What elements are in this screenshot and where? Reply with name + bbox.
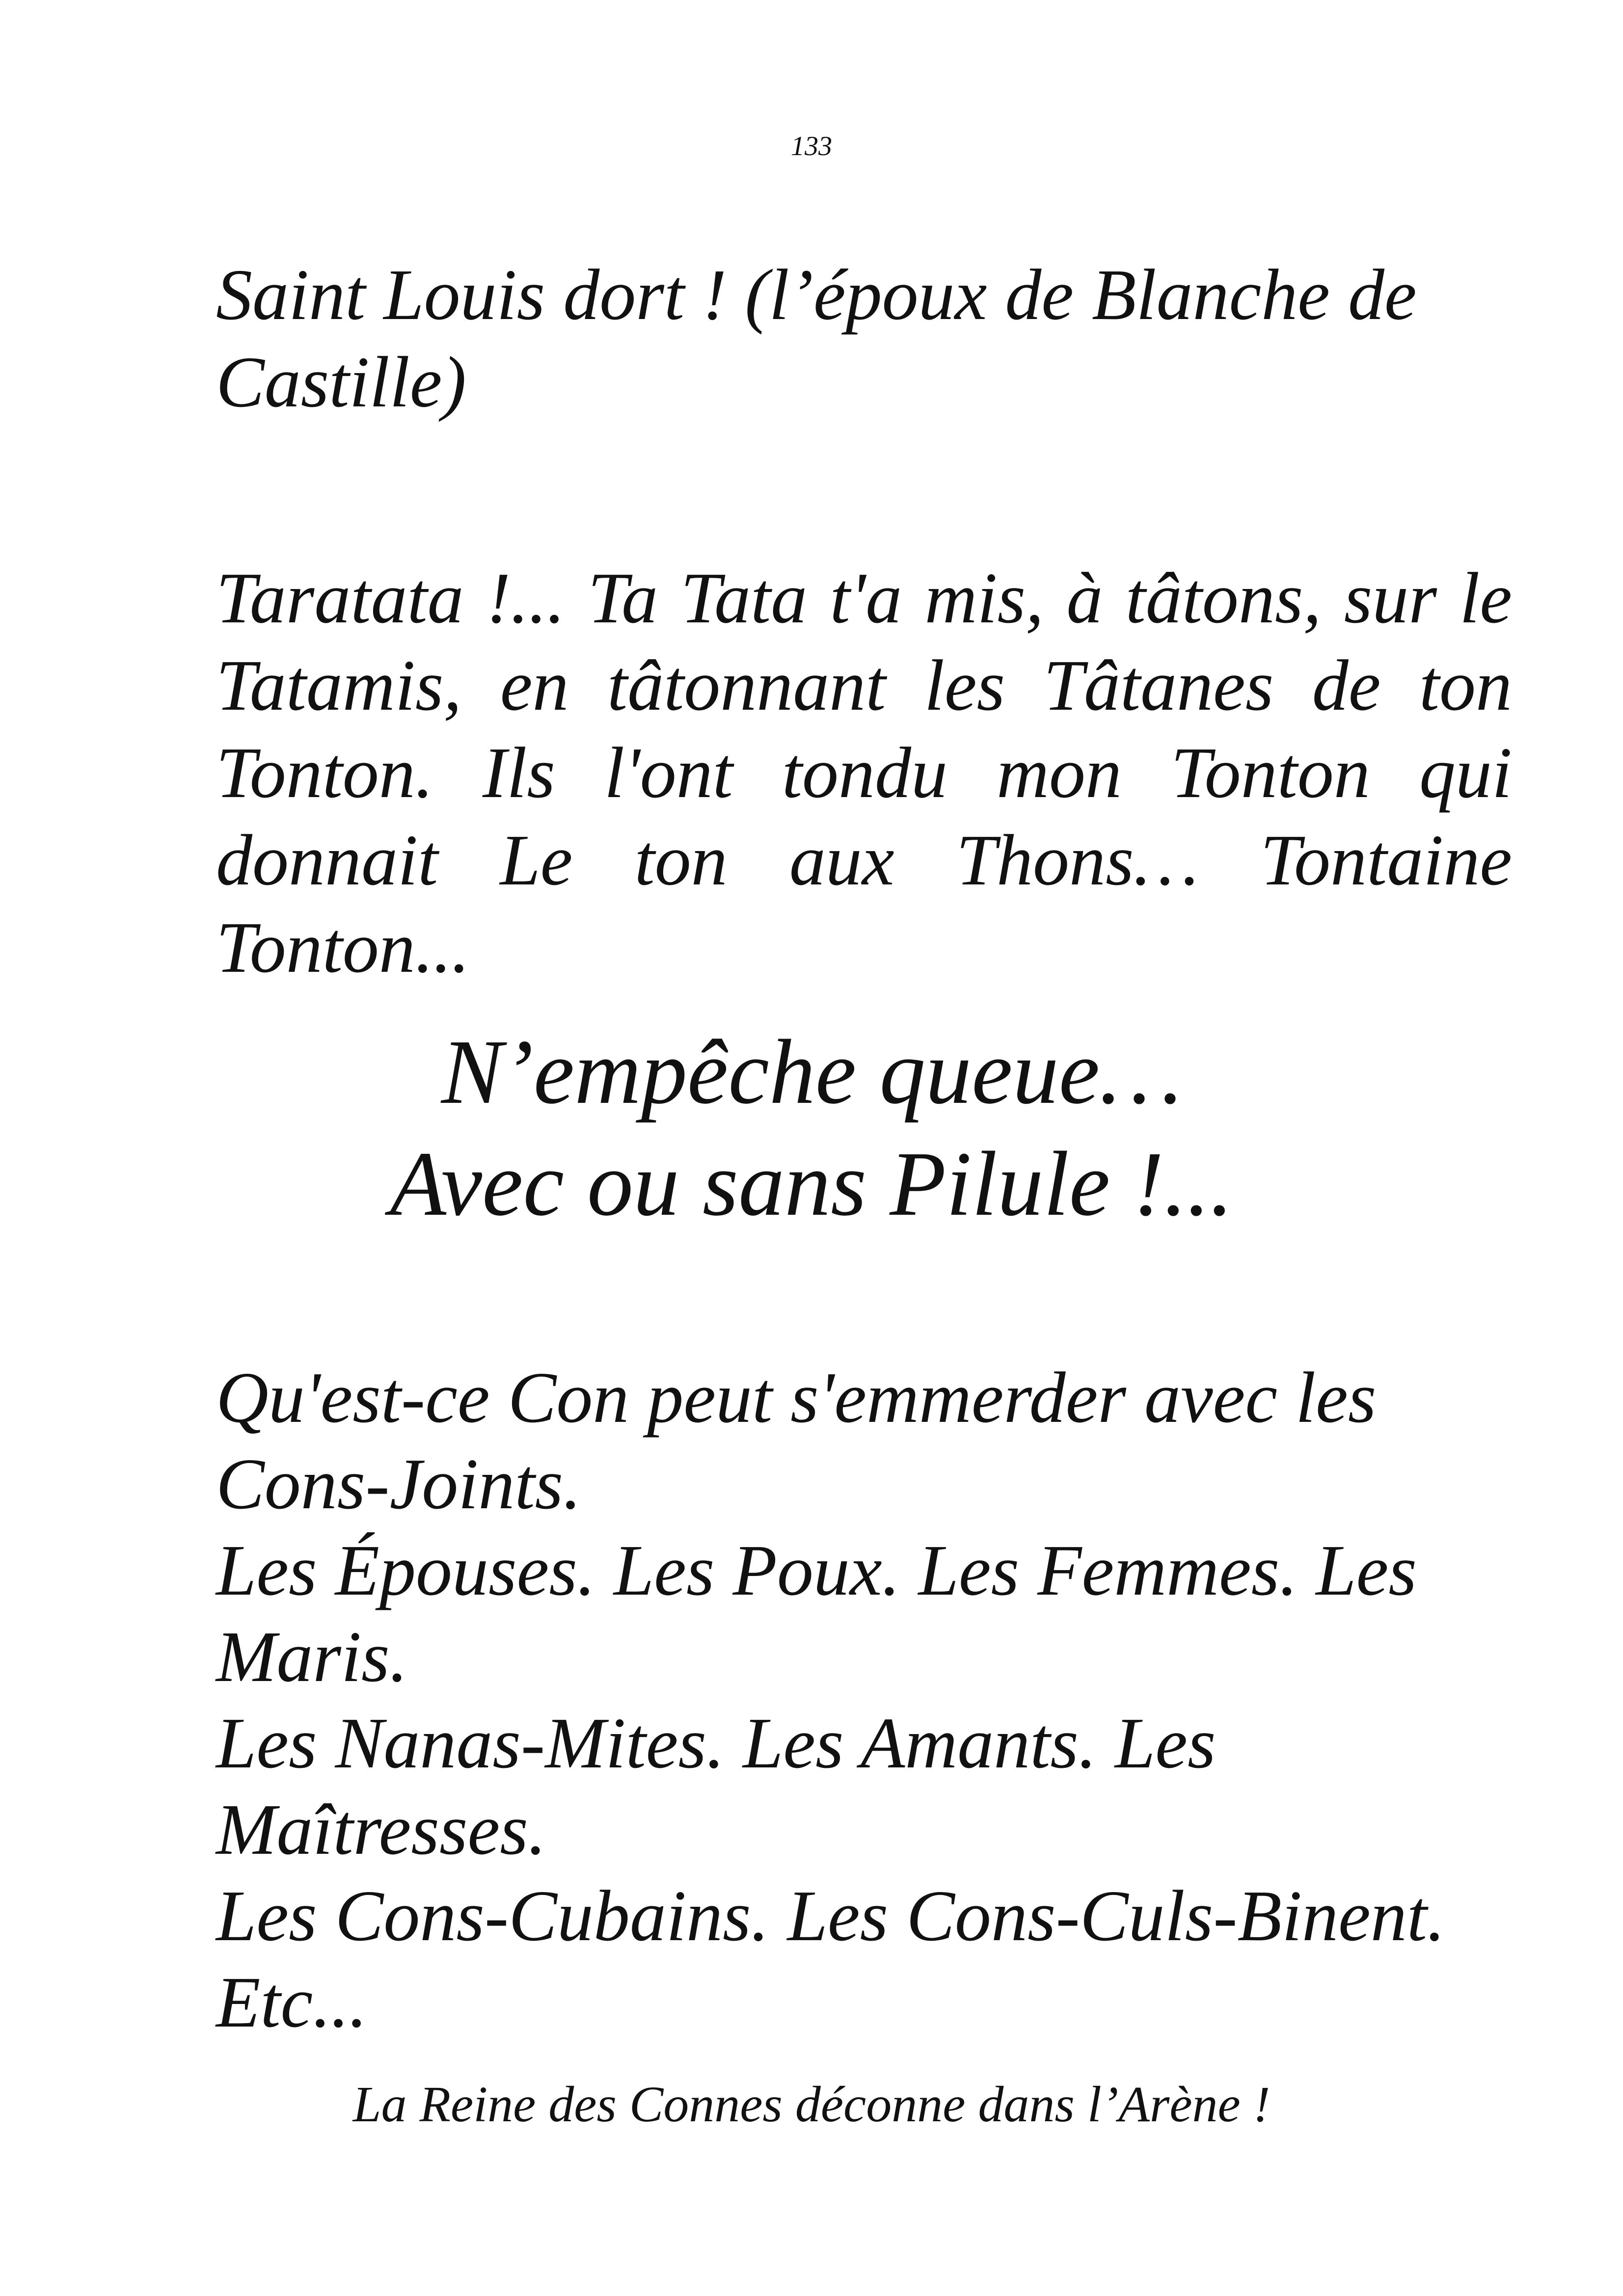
cons-list <box>216 1355 1512 2046</box>
paragraph-taratata: Taratata !... Ta Tata t'a mis, à tâtons, sur le Tatamis, en tâtonnant les Tâtanes de ton Tonton. Ils l'ont tondu mon Tonton qui donnait Le ton aux Thons… Tontaine Tonton... <box>216 558 1512 988</box>
running-footer: La Reine des Connes déconne dans l’Arène ! <box>352 2076 1271 2133</box>
headline-line-1: N’empêche queue… <box>441 1020 1182 1123</box>
list-item: Les Nanas-Mites. Les Amants. Les Maîtresses. <box>216 1703 1216 1870</box>
page-number: 133 <box>791 131 832 161</box>
list-item: Les Cons-Cubains. Les Cons-Culs-Binent. Etc... <box>216 1876 1445 2043</box>
paragraph-saint-louis: Saint Louis dort ! (l’époux de Blanche de Castille) <box>216 255 1417 423</box>
list-item: Qu'est-ce Con peut s'emmerder avec les Cons-Joints. <box>216 1358 1377 1524</box>
headline-line-2: Avec ou sans Pilule !... <box>390 1132 1233 1235</box>
list-item: Les Épouses. Les Poux. Les Femmes. Les Maris. <box>216 1530 1417 1697</box>
